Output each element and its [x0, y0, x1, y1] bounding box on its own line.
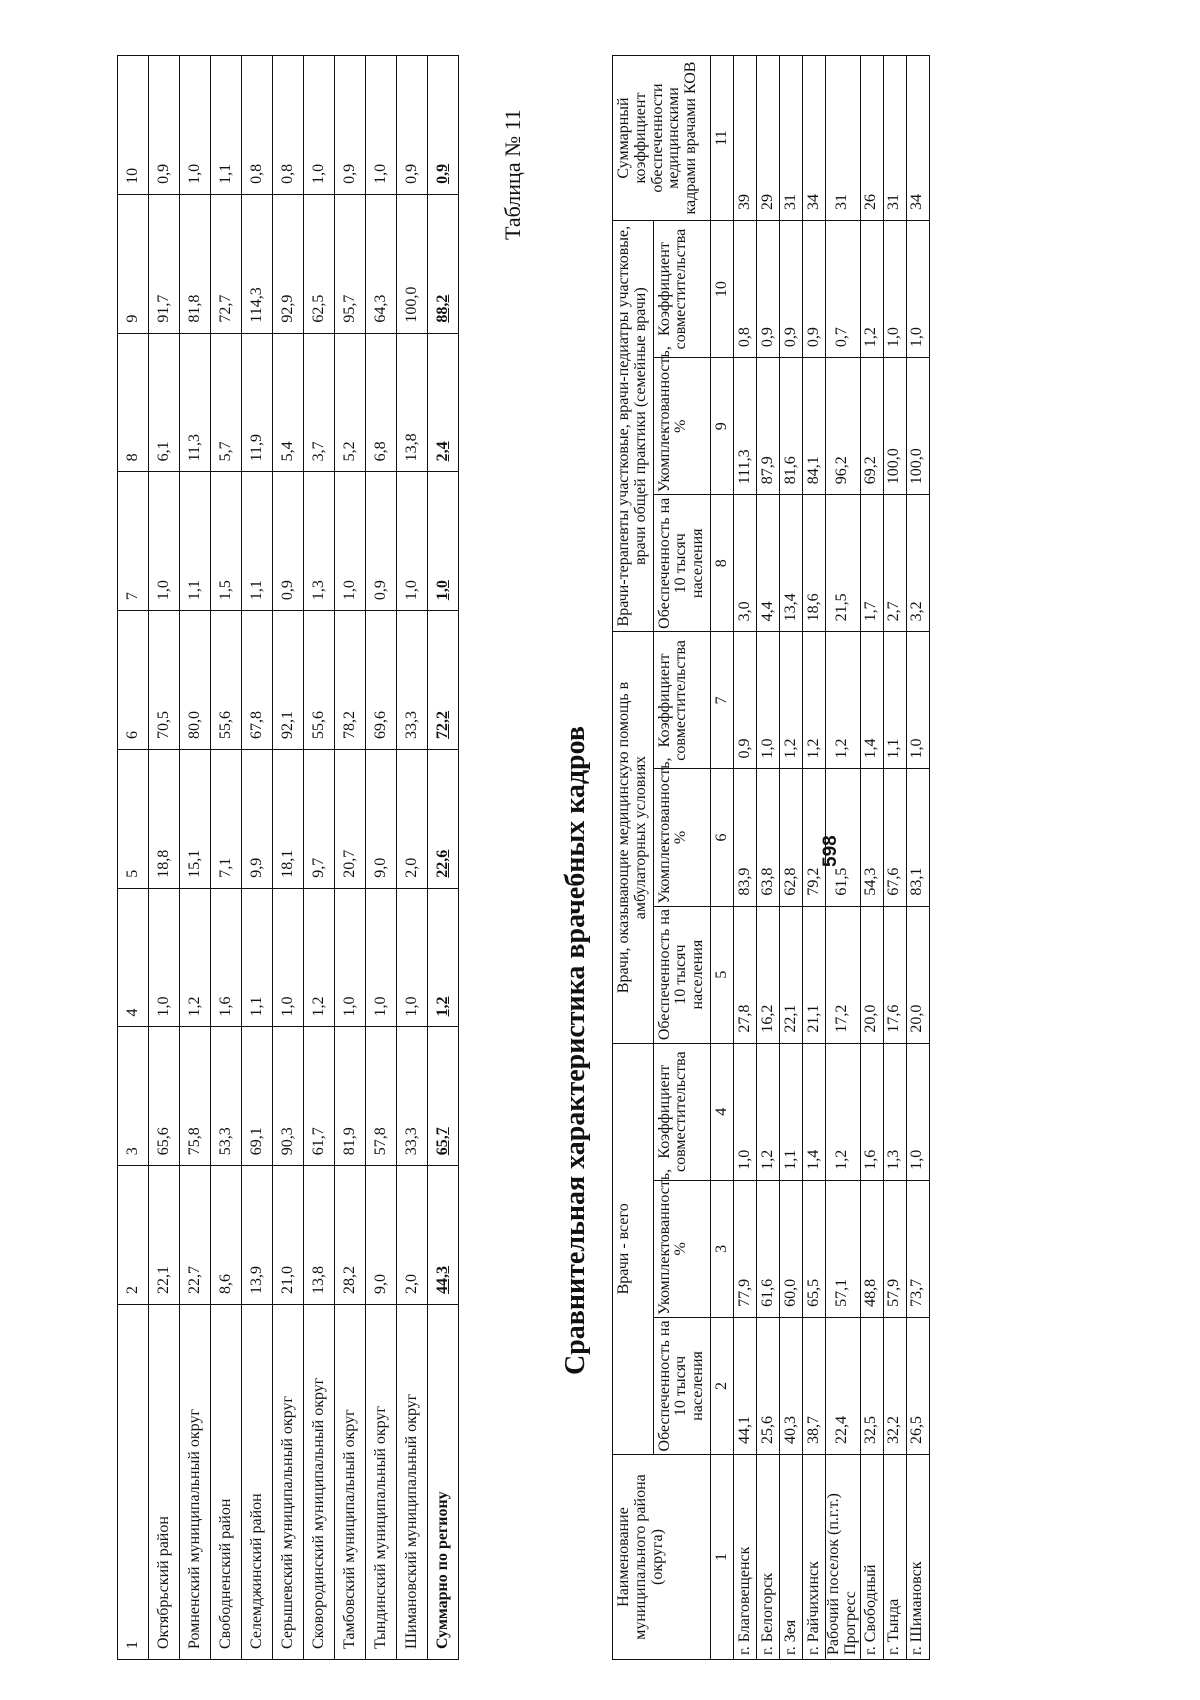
cell: 13,8	[397, 333, 428, 472]
cell: 1,1	[242, 472, 273, 611]
sub-coef-header: Коэффициент совместительства	[653, 221, 710, 358]
cell: 0,8	[733, 221, 756, 358]
table-row	[860, 56, 883, 1660]
cell: 22,1	[149, 1166, 180, 1305]
cell: 0,8	[242, 56, 273, 195]
cell: 22,4	[825, 1317, 860, 1454]
cell: 2,0	[397, 749, 428, 888]
cell: 9,9	[242, 749, 273, 888]
cell: 28,2	[335, 1166, 366, 1305]
row-name: г. Тында	[883, 1455, 906, 1660]
cell: 88,2	[428, 194, 459, 333]
cell: 22,7	[180, 1166, 211, 1305]
row-name: Шимановский муниципальный округ	[397, 1305, 428, 1660]
row-name: г. Белогорск	[756, 1455, 779, 1660]
cell: 22,6	[428, 749, 459, 888]
continued-table	[117, 55, 459, 1660]
row-name: Октябрьский район	[149, 1305, 180, 1660]
cell: 1,1	[883, 632, 906, 769]
cell: 67,8	[242, 611, 273, 750]
cell: 1,0	[906, 632, 929, 769]
cell: 0,9	[756, 221, 779, 358]
cell: 34	[906, 56, 929, 221]
cell: 33,3	[397, 1027, 428, 1166]
cell: 1,0	[149, 472, 180, 611]
cell: 1,2	[825, 1043, 860, 1180]
row-name: Тындинский муниципальный округ	[366, 1305, 397, 1660]
cell: 53,3	[211, 1027, 242, 1166]
cell: 18,6	[802, 495, 825, 632]
index-cell: 7	[710, 632, 733, 769]
cell: 20,0	[860, 906, 883, 1043]
col-total-header: Суммарный коэффициент обеспеченности медицинскими кадрами врачами КОВ	[613, 56, 711, 221]
cell: 25,6	[756, 1317, 779, 1454]
cell: 63,8	[756, 769, 779, 906]
cell: 84,1	[802, 358, 825, 495]
index-cell: 5	[710, 906, 733, 1043]
cell: 1,0	[180, 56, 211, 195]
sub-staff-header: Укомплектованность, %	[653, 358, 710, 495]
index-cell: 1	[710, 1455, 733, 1660]
row-name: г. Свободный	[860, 1455, 883, 1660]
cell: 70,5	[149, 611, 180, 750]
index-cell: 6	[710, 769, 733, 906]
row-name: Тамбовский муниципальный округ	[335, 1305, 366, 1660]
header-cell: 7	[118, 472, 149, 611]
group-amb-header: Врачи, оказывающие медицинскую помощь в амбулаторных условиях	[613, 632, 654, 1043]
cell: 61,6	[756, 1180, 779, 1317]
cell: 90,3	[273, 1027, 304, 1166]
total-row	[428, 56, 459, 1660]
header-cell: 1	[118, 1305, 149, 1660]
index-cell: 4	[710, 1043, 733, 1180]
row-name: Сковородинский муниципальный округ	[304, 1305, 335, 1660]
cell: 87,9	[756, 358, 779, 495]
cell: 57,8	[366, 1027, 397, 1166]
cell: 114,3	[242, 194, 273, 333]
cell: 75,8	[180, 1027, 211, 1166]
cell: 21,0	[273, 1166, 304, 1305]
cell: 31	[883, 56, 906, 221]
cell: 13,4	[779, 495, 802, 632]
header-cell: 2	[118, 1166, 149, 1305]
cell: 100,0	[883, 358, 906, 495]
cell: 7,1	[211, 749, 242, 888]
cell: 1,0	[335, 472, 366, 611]
cell: 26,5	[906, 1317, 929, 1454]
cell: 81,6	[779, 358, 802, 495]
row-name: г. Шимановск	[906, 1455, 929, 1660]
header-cell: 3	[118, 1027, 149, 1166]
cell: 20,7	[335, 749, 366, 888]
row-name: г. Райчихинск	[802, 1455, 825, 1660]
cell: 69,1	[242, 1027, 273, 1166]
cell: 81,8	[180, 194, 211, 333]
header-cell: 8	[118, 333, 149, 472]
cell: 1,0	[397, 472, 428, 611]
cell: 5,2	[335, 333, 366, 472]
cell: 9,0	[366, 1166, 397, 1305]
table-row	[802, 56, 825, 1660]
cell: 81,9	[335, 1027, 366, 1166]
header-cell: 4	[118, 888, 149, 1027]
cell: 100,0	[906, 358, 929, 495]
cell: 95,7	[335, 194, 366, 333]
table-row	[397, 56, 428, 1660]
cell: 1,2	[180, 888, 211, 1027]
cell: 80,0	[180, 611, 211, 750]
table-row	[149, 56, 180, 1660]
row-name: г. Зея	[779, 1455, 802, 1660]
cell: 1,1	[779, 1043, 802, 1180]
cell: 31	[825, 56, 860, 221]
cell: 1,2	[802, 632, 825, 769]
cell: 1,1	[180, 472, 211, 611]
cell: 62,8	[779, 769, 802, 906]
cell: 16,2	[756, 906, 779, 1043]
cell: 6,8	[366, 333, 397, 472]
cell: 0,7	[825, 221, 860, 358]
table-row	[825, 56, 860, 1660]
cell: 33,3	[397, 611, 428, 750]
cell: 1,0	[273, 888, 304, 1027]
table-row	[906, 56, 929, 1660]
cell: 32,5	[860, 1317, 883, 1454]
cell: 1,0	[366, 888, 397, 1027]
index-row	[710, 56, 733, 1660]
row-name: Ромненский муниципальный округ	[180, 1305, 211, 1660]
page-number: 598	[820, 835, 841, 867]
table-row	[211, 56, 242, 1660]
cell: 48,8	[860, 1180, 883, 1317]
index-cell: 11	[710, 56, 733, 221]
sub-staff-header: Укомплектованность, %	[653, 769, 710, 906]
index-cell: 10	[710, 221, 733, 358]
index-cell: 9	[710, 358, 733, 495]
cell: 1,5	[211, 472, 242, 611]
cell: 9,7	[304, 749, 335, 888]
cell: 18,1	[273, 749, 304, 888]
comparison-table	[612, 55, 930, 1660]
table-row	[733, 56, 756, 1660]
cell: 1,1	[242, 888, 273, 1027]
cell: 6,1	[149, 333, 180, 472]
cell: 0,9	[802, 221, 825, 358]
cell: 1,0	[366, 56, 397, 195]
cell: 57,1	[825, 1180, 860, 1317]
cell: 3,7	[304, 333, 335, 472]
cell: 100,0	[397, 194, 428, 333]
cell: 5,7	[211, 333, 242, 472]
cell: 0,9	[779, 221, 802, 358]
group-all-header: Врачи - всего	[613, 1043, 654, 1454]
cell: 73,7	[906, 1180, 929, 1317]
cell: 96,2	[825, 358, 860, 495]
cell: 1,7	[860, 495, 883, 632]
table-row	[180, 56, 211, 1660]
sub-supply-header: Обеспеченность на 10 тысяч населения	[653, 906, 710, 1043]
cell: 1,0	[883, 221, 906, 358]
cell: 8,6	[211, 1166, 242, 1305]
cell: 0,9	[335, 56, 366, 195]
cell: 1,0	[428, 472, 459, 611]
sub-supply-header: Обеспеченность на 10 тысяч населения	[653, 495, 710, 632]
cell: 21,5	[825, 495, 860, 632]
cell: 44,3	[428, 1166, 459, 1305]
cell: 13,9	[242, 1166, 273, 1305]
row-name: Серышевский муниципальный округ	[273, 1305, 304, 1660]
cell: 79,2	[802, 769, 825, 906]
cell: 78,2	[335, 611, 366, 750]
col-name-header: Наименование муниципального района (округа)	[613, 1455, 711, 1660]
cell: 4,4	[756, 495, 779, 632]
cell: 44,1	[733, 1317, 756, 1454]
cell: 54,3	[860, 769, 883, 906]
cell: 65,6	[149, 1027, 180, 1166]
sub-coef-header: Коэффициент совместительства	[653, 1043, 710, 1180]
cell: 1,2	[428, 888, 459, 1027]
cell: 1,0	[733, 1043, 756, 1180]
row-name: Свободненский район	[211, 1305, 242, 1660]
cell: 3,0	[733, 495, 756, 632]
table-row	[366, 56, 397, 1660]
table-row	[779, 56, 802, 1660]
cell: 1,4	[860, 632, 883, 769]
cell: 0,8	[273, 56, 304, 195]
cell: 1,0	[149, 888, 180, 1027]
table-header-row	[118, 56, 149, 1660]
cell: 1,1	[211, 56, 242, 195]
index-cell: 2	[710, 1317, 733, 1454]
table-row	[304, 56, 335, 1660]
cell: 17,6	[883, 906, 906, 1043]
cell: 1,0	[906, 1043, 929, 1180]
cell: 62,5	[304, 194, 335, 333]
cell: 15,1	[180, 749, 211, 888]
row-name: Селемджинский район	[242, 1305, 273, 1660]
cell: 69,2	[860, 358, 883, 495]
cell: 1,0	[397, 888, 428, 1027]
cell: 72,2	[428, 611, 459, 750]
cell: 13,8	[304, 1166, 335, 1305]
cell: 1,2	[825, 632, 860, 769]
cell: 69,6	[366, 611, 397, 750]
cell: 65,5	[802, 1180, 825, 1317]
cell: 1,6	[211, 888, 242, 1027]
cell: 57,9	[883, 1180, 906, 1317]
cell: 22,1	[779, 906, 802, 1043]
cell: 1,2	[860, 221, 883, 358]
cell: 2,0	[397, 1166, 428, 1305]
table-row	[242, 56, 273, 1660]
cell: 64,3	[366, 194, 397, 333]
cell: 55,6	[304, 611, 335, 750]
cell: 60,0	[779, 1180, 802, 1317]
table-title: Сравнительная характеристика врачебных кадров	[560, 725, 591, 1375]
cell: 77,9	[733, 1180, 756, 1317]
cell: 18,8	[149, 749, 180, 888]
cell: 1,0	[756, 632, 779, 769]
cell: 91,7	[149, 194, 180, 333]
cell: 29	[756, 56, 779, 221]
header-cell: 9	[118, 194, 149, 333]
cell: 1,0	[906, 221, 929, 358]
cell: 65,7	[428, 1027, 459, 1166]
cell: 92,9	[273, 194, 304, 333]
cell: 1,3	[304, 472, 335, 611]
cell: 1,0	[304, 56, 335, 195]
cell: 32,2	[883, 1317, 906, 1454]
cell: 1,2	[304, 888, 335, 1027]
cell: 2,4	[428, 333, 459, 472]
header-cell: 6	[118, 611, 149, 750]
table-row	[883, 56, 906, 1660]
row-name: Рабочий поселок (п.г.т.) Прогресс	[825, 1455, 860, 1660]
cell: 83,9	[733, 769, 756, 906]
cell: 72,7	[211, 194, 242, 333]
cell: 92,1	[273, 611, 304, 750]
cell: 0,9	[366, 472, 397, 611]
cell: 67,6	[883, 769, 906, 906]
cell: 1,6	[860, 1043, 883, 1180]
cell: 27,8	[733, 906, 756, 1043]
index-cell: 8	[710, 495, 733, 632]
cell: 20,0	[906, 906, 929, 1043]
cell: 61,5	[825, 769, 860, 906]
cell: 5,4	[273, 333, 304, 472]
header-cell: 10	[118, 56, 149, 195]
cell: 11,9	[242, 333, 273, 472]
cell: 39	[733, 56, 756, 221]
cell: 1,4	[802, 1043, 825, 1180]
cell: 21,1	[802, 906, 825, 1043]
row-name: г. Благовещенск	[733, 1455, 756, 1660]
cell: 1,2	[779, 632, 802, 769]
index-cell: 3	[710, 1180, 733, 1317]
cell: 1,0	[335, 888, 366, 1027]
cell: 61,7	[304, 1027, 335, 1166]
row-name: Суммарно по региону	[428, 1305, 459, 1660]
table-row	[273, 56, 304, 1660]
cell: 11,3	[180, 333, 211, 472]
cell: 26	[860, 56, 883, 221]
cell: 0,9	[397, 56, 428, 195]
cell: 31	[779, 56, 802, 221]
cell: 0,9	[733, 632, 756, 769]
cell: 0,9	[273, 472, 304, 611]
sub-supply-header: Обеспеченность на 10 тысяч населения	[653, 1317, 710, 1454]
sub-coef-header: Коэффициент совместительства	[653, 632, 710, 769]
table-row	[335, 56, 366, 1660]
cell: 0,9	[149, 56, 180, 195]
cell: 2,7	[883, 495, 906, 632]
table-number: Таблица № 11	[500, 109, 525, 240]
cell: 83,1	[906, 769, 929, 906]
cell: 40,3	[779, 1317, 802, 1454]
cell: 3,2	[906, 495, 929, 632]
cell: 9,0	[366, 749, 397, 888]
cell: 34	[802, 56, 825, 221]
sub-staff-header: Укомплектованность, %	[653, 1180, 710, 1317]
cell: 17,2	[825, 906, 860, 1043]
cell: 55,6	[211, 611, 242, 750]
cell: 1,2	[756, 1043, 779, 1180]
group-gp-header: Врачи-терапевты участковые, врачи-педиатры участковые, врачи общей практики (семейные врачи)	[613, 221, 654, 632]
cell: 111,3	[733, 358, 756, 495]
table-row	[756, 56, 779, 1660]
cell: 0,9	[428, 56, 459, 195]
header-cell: 5	[118, 749, 149, 888]
cell: 1,3	[883, 1043, 906, 1180]
cell: 38,7	[802, 1317, 825, 1454]
